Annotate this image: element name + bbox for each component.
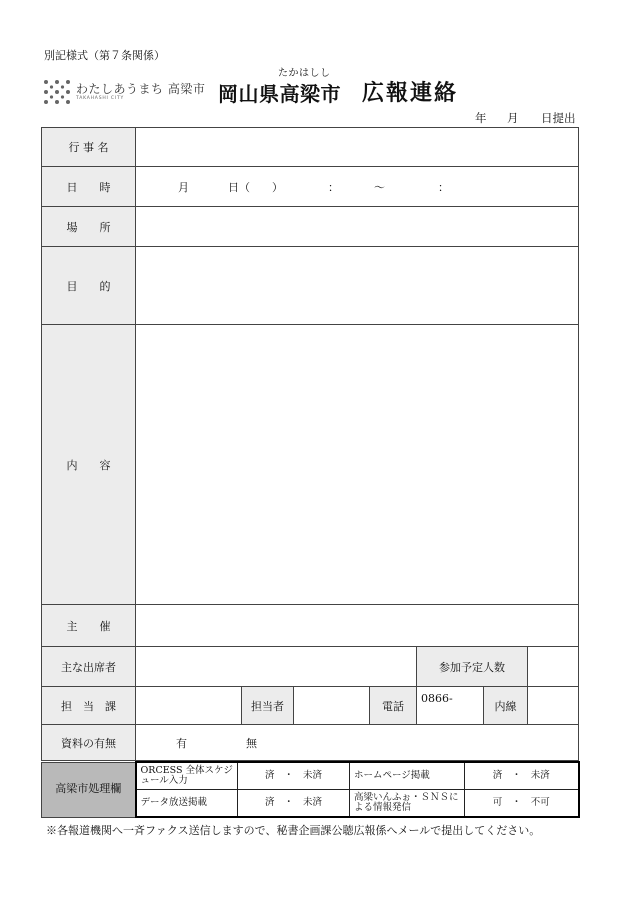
logo-subtext: TAKAHASHI CITY [76,96,125,101]
expected-count-label: 参加予定人数 [417,647,528,687]
dt-start-colon: ： [328,180,339,194]
city-name: 岡山県高梁市 [218,82,341,106]
datetime-field[interactable] [136,167,579,207]
data-broadcast-status[interactable]: 済 ・ 未済 [238,790,350,818]
date-year-label: 年 [475,111,487,125]
dt-day: 日（ ） [228,180,283,194]
footer-note: ※各報道機関へ一斉ファクス送信しますので、秘書企画課公聴広報係へメールで提出してください。 [46,824,541,837]
department-field[interactable] [136,687,242,725]
phone-prefix: 0866- [421,692,453,705]
place-field[interactable] [136,207,579,247]
attendees-field[interactable] [136,647,417,687]
dt-tilde: ～ [374,180,385,194]
sns-label: 高梁いんふぉ・ＳＮＳによる情報発信 [350,790,465,818]
orcess-status[interactable]: 済 ・ 未済 [238,762,350,790]
datetime-label: 日 時 [42,167,136,207]
materials-no-option[interactable]: 無 [246,736,257,750]
dt-end-colon: ： [438,180,449,194]
document-title: 広報連絡 [362,81,459,106]
city-name-ruby: たかはしし [278,68,331,79]
city-logo [42,78,206,106]
content-label: 内 容 [42,325,136,605]
press-release-form [41,127,579,761]
form-code: 別記様式（第７条関係） [44,49,165,62]
extension-field[interactable] [528,687,579,725]
materials-yes-option[interactable]: 有 [176,736,187,750]
sns-status[interactable]: 可 ・ 不可 [465,790,579,818]
homepage-status[interactable]: 済 ・ 未済 [465,762,579,790]
purpose-label: 目 的 [42,247,136,325]
city-processing-table [41,761,580,818]
materials-field[interactable] [136,725,579,761]
content-field[interactable] [136,325,579,605]
place-label: 場 所 [42,207,136,247]
data-broadcast-label: データ放送掲載 [136,790,238,818]
attendees-label: 主な出席者 [42,647,136,687]
expected-count-field[interactable] [528,647,579,687]
materials-label: 資料の有無 [42,725,136,761]
organizer-label: 主 催 [42,605,136,647]
department-label: 担 当 課 [42,687,136,725]
homepage-label: ホームページ掲載 [350,762,465,790]
event-name-label: 行 事 名 [42,128,136,167]
person-label: 担当者 [242,687,294,725]
submission-date [475,110,576,126]
phone-label: 電話 [370,687,417,725]
phone-field[interactable] [417,687,484,725]
organizer-field[interactable] [136,605,579,647]
dt-month: 月 [178,180,189,194]
processing-label: 高梁市処理欄 [42,762,136,817]
event-name-field[interactable] [136,128,579,167]
logo-text: わたしあうまち 高梁市 [76,82,206,96]
orcess-label: ORCESS 全体スケジュール入力 [136,762,238,790]
extension-label: 内線 [484,687,528,725]
logo-mark-icon [42,78,72,106]
purpose-field[interactable] [136,247,579,325]
date-month-label: 月 [507,111,519,125]
date-day-label: 日提出 [541,111,576,125]
person-field[interactable] [294,687,370,725]
